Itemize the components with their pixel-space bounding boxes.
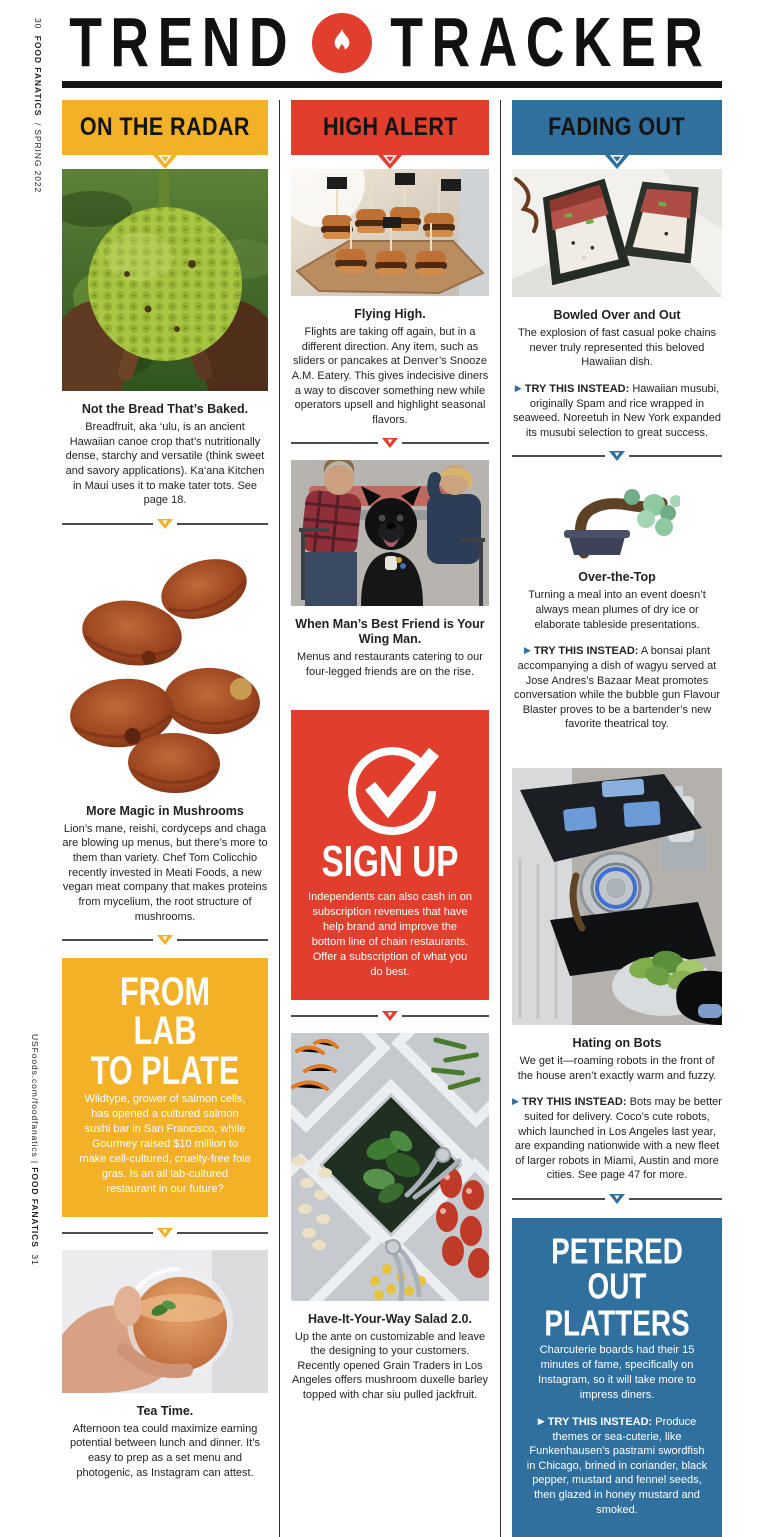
column-rule bbox=[500, 100, 501, 1537]
sidebar-folio-top: 30 FOOD FANATICS / SPRING 2022 bbox=[33, 18, 43, 194]
promo-from-lab-to-plate bbox=[62, 958, 268, 1217]
breadfruit-photo bbox=[62, 169, 268, 391]
sliders-photo bbox=[291, 169, 489, 296]
try-this-instead: ▶ TRY THIS INSTEAD: Produce themes or sea-cuterie, like Funkenhausen's pastrami swordfish in Chicago, brined in coriander, black pepper, mustard and fennel seeds, then glazed in honey mustard and smoked. bbox=[526, 1415, 708, 1516]
story-body: We get it—roaming robots in the front of the house aren’t exactly warm and fuzzy. bbox=[517, 1055, 717, 1082]
sidebar-folio-bottom: USFoods.com/foodfanatics | FOOD FANATICS 31 bbox=[30, 1034, 40, 1266]
mushrooms-photo bbox=[62, 541, 268, 793]
header-notch-icon bbox=[291, 154, 489, 169]
masthead-title-right: TRACKER bbox=[390, 3, 712, 83]
try-this-arrow-icon: ▶ bbox=[514, 382, 522, 393]
column-header-fading-out bbox=[512, 100, 722, 155]
dog-photo bbox=[291, 460, 489, 606]
story-robot bbox=[512, 768, 722, 1183]
header-notch-icon bbox=[62, 154, 268, 169]
try-this-arrow-icon: ▶ bbox=[537, 1415, 545, 1426]
divider-triangle-icon bbox=[609, 1194, 625, 1204]
story-title: Have-It-Your-Way Salad 2.0. bbox=[308, 1311, 472, 1326]
try-this-arrow-icon: ▶ bbox=[512, 1096, 519, 1107]
checkmark-icon bbox=[306, 734, 474, 838]
try-this-instead: ▶ TRY THIS INSTEAD: Hawaiian musubi, originally Spam and rice wrapped in seaweed. Noreetuh in New York expanded its musubi selection to great success. bbox=[513, 382, 721, 439]
section-divider bbox=[62, 1228, 268, 1238]
story-title: Not the Bread That’s Baked. bbox=[81, 402, 249, 416]
story-sliders bbox=[291, 169, 489, 427]
promo-body: Charcuterie boards had their 15 minutes of fame, specifically on Instagram, so it will take more to impress diners. bbox=[538, 1344, 696, 1401]
story-title: When Man’s Best Friend is Your Wing Man. bbox=[295, 617, 485, 647]
story-title: Over-the-Top bbox=[578, 570, 656, 585]
header-notch-icon bbox=[512, 154, 722, 169]
robot-photo bbox=[512, 768, 722, 1025]
story-body: Flights are taking off again, but in a different direction. Any item, such as sliders or pancakes at Denver’s Snooze A.M. Eatery. This gives indecisive diners a way to discover something new while operators upsell and highlight seasonal flavors. bbox=[291, 326, 489, 426]
masthead bbox=[62, 3, 722, 83]
column-high-alert bbox=[291, 100, 489, 1537]
story-body: Afternoon tea could maximize earning potential between lunch and dinner. It’s easy to prep as a set menu and photogenic, as Instagram can attest. bbox=[70, 1422, 260, 1479]
story-body: Lion’s mane, reishi, cordyceps and chaga are blowing up menus, but there’s more to them than variety. Chef Tom Colicchio recently invested in Meati Foods, a new vegan meat company that makes proteins from mycelium, the root structure of mushrooms. bbox=[62, 822, 268, 923]
story-title: Bowled Over and Out bbox=[553, 308, 681, 322]
story-title: Tea Time. bbox=[136, 1403, 194, 1418]
story-musubi bbox=[512, 169, 722, 440]
story-bonsai bbox=[512, 473, 722, 732]
story-body: Menus and restaurants catering to our four-legged friends are on the rise. bbox=[297, 651, 483, 678]
column-header-label: ON THE RADAR bbox=[79, 113, 250, 141]
flame-icon bbox=[312, 13, 372, 73]
column-rule bbox=[279, 100, 280, 1537]
divider-triangle-icon bbox=[382, 438, 398, 448]
try-this-instead: ▶ TRY THIS INSTEAD: Bots may be better suited for delivery. Coco’s cute robots, which launched in Los Angeles last year, are expanding nationwide with a new fleet of larger robots in Miami, Austin and more cities. See page 47 for more. bbox=[512, 1096, 722, 1182]
promo-heading: FROM LAB TO PLATE bbox=[90, 969, 240, 1094]
story-body: Up the ante on customizable and leave the designing to your customers. Recently opened Grain Traders in Los Angeles offers mushroom duxelle barley topped with char siu pulled jackfruit. bbox=[291, 1330, 489, 1402]
section-divider bbox=[512, 451, 722, 461]
promo-body: Independents can also cash in on subscription revenues that have help brand and improve the bottom line of chain restaurants. Offer a subscription of what you do best. bbox=[308, 890, 472, 978]
story-body: Breadfruit, aka ‘ulu, is an ancient Hawaiian canoe crop that’s nutritionally dense, starchy and versatile (think sweet and savory applications). Ka‘ana Kitchen in Maui uses it to make tater tots. See page 18. bbox=[65, 421, 265, 507]
salad-photo bbox=[291, 1033, 489, 1301]
story-body: The explosion of fast casual poke chains never truly represented this beloved Hawaiian dish. bbox=[517, 327, 717, 369]
story-tea bbox=[62, 1250, 268, 1481]
story-body: Turning a meal into an event doesn’t always mean plumes of dry ice or elaborate tableside presentations. bbox=[528, 589, 706, 631]
divider-triangle-icon bbox=[157, 1228, 173, 1238]
story-breadfruit bbox=[62, 169, 268, 508]
promo-heading: PETERED OUT PLATTERS bbox=[544, 1230, 690, 1344]
story-title: Flying High. bbox=[354, 307, 426, 321]
story-dog bbox=[291, 460, 489, 679]
tea-photo bbox=[62, 1250, 268, 1393]
masthead-title-left: TREND bbox=[69, 3, 297, 83]
column-header-on-the-radar bbox=[62, 100, 268, 155]
promo-body: Wildtype, grower of salmon cells, has opened a cultured salmon sushi bar in San Francisco, while Gourmey raised $10 million to make cell-cultured, cruelty-free foie gras. Is an all lab-cultured restaurant in our future? bbox=[79, 1093, 251, 1195]
section-divider bbox=[512, 1194, 722, 1204]
story-mushrooms bbox=[62, 541, 268, 924]
story-salad bbox=[291, 1033, 489, 1403]
divider-triangle-icon bbox=[157, 935, 173, 945]
story-title: More Magic in Mushrooms bbox=[86, 803, 244, 818]
divider-triangle-icon bbox=[157, 519, 173, 529]
promo-heading: SIGN UP bbox=[321, 836, 459, 886]
section-divider bbox=[291, 438, 489, 448]
bonsai-illustration bbox=[512, 487, 722, 559]
musubi-photo bbox=[512, 169, 722, 297]
try-this-instead: ▶ TRY THIS INSTEAD: A bonsai plant accompanying a dish of wagyu served at Jose Andres’s Bazaar Meat promotes conversation while the bubble gun Flavour Blaster proves to be a bartender’s new favorite theatrical toy. bbox=[513, 645, 721, 731]
try-this-arrow-icon: ▶ bbox=[523, 645, 531, 656]
divider-triangle-icon bbox=[382, 1011, 398, 1021]
column-fading-out bbox=[512, 100, 722, 1537]
column-header-label: HIGH ALERT bbox=[322, 113, 458, 141]
story-title: Hating on Bots bbox=[572, 1036, 662, 1050]
promo-petered-out-platters bbox=[512, 1218, 722, 1537]
column-header-high-alert bbox=[291, 100, 489, 155]
section-divider bbox=[62, 519, 268, 529]
divider-triangle-icon bbox=[609, 451, 625, 461]
section-divider bbox=[62, 935, 268, 945]
column-on-the-radar bbox=[62, 100, 268, 1537]
column-header-label: FADING OUT bbox=[548, 113, 686, 141]
section-divider bbox=[291, 1011, 489, 1021]
promo-sign-up bbox=[291, 710, 489, 1000]
